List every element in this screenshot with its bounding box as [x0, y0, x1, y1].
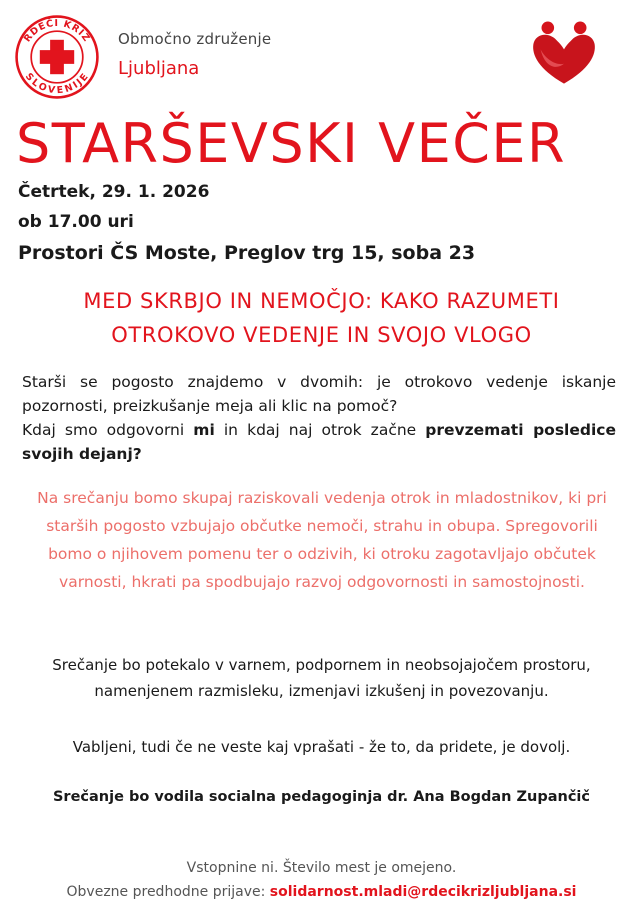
- registration-label: Obvezne predhodne prijave:: [66, 884, 270, 900]
- event-subtitle-line-2: OTROKOVO VEDENJE IN SVOJO VLOGO: [111, 323, 532, 347]
- intro-paragraph: [22, 370, 616, 466]
- logo-ring-top: RDEČI KRIŽ: [21, 18, 93, 45]
- event-location: Prostori ČS Moste, Preglov trg 15, soba 23: [18, 242, 476, 264]
- lead-text: Srečanje bo vodila socialna pedagoginja dr. Ana Bogdan Zupančič: [52, 789, 590, 805]
- space-description: Srečanje bo potekalo v varnem, podpornem in neobsojajočem prostoru, namenjenem razmisleku, izmenjavi izkušenj in povezovanju.: [52, 656, 591, 700]
- red-cross-slovenia-logo: [14, 14, 100, 100]
- svg-text:SLOVENIJE: [23, 71, 91, 96]
- org-city: Ljubljana: [118, 58, 200, 79]
- event-time: ob 17.00 uri: [18, 212, 134, 232]
- footer-admission: Vstopnine ni. Število mest je omejeno.: [186, 860, 457, 876]
- hearts-logo: [528, 18, 600, 88]
- registration-email-link[interactable]: solidarnost.mladi@rdecikrizljubljana.si: [269, 884, 577, 900]
- footer-registration: [10, 880, 633, 904]
- logo-ring-bottom: SLOVENIJE: [22, 71, 92, 97]
- event-subtitle-line-1: MED SKRBJO IN NEMOČJO: KAKO RAZUMETI: [83, 289, 560, 313]
- welcome-text: Vabljeni, tudi če ne veste kaj vprašati - že to, da pridete, je dovolj.: [72, 738, 571, 756]
- intro-question-2: Kdaj smo odgovorni mi in kdaj naj otrok začne prevzemati posledice svojih dejanj?: [22, 421, 616, 463]
- org-subtitle: Območno združenje: [118, 30, 272, 48]
- intro-question-1: Starši se pogosto znajdemo v dvomih: je otrokovo vedenje iskanje pozornosti, preizkušanje meja ali klic na pomoč?: [22, 373, 616, 415]
- page-title: STARŠEVSKI VEČER: [16, 112, 567, 175]
- event-description: Na srečanju bomo skupaj raziskovali vedenja otrok in mladostnikov, ki pri starših pogosto vzbujajo občutke nemoči, strahu in obupa. Spregovorili bomo o njihovem pomenu ter o odzivih, ki otroku zagotavljajo občutek varnosti, hkrati pa spodbujajo razvoj odgovornosti in samostojnosti.: [37, 489, 607, 591]
- event-date: Četrtek, 29. 1. 2026: [18, 182, 210, 202]
